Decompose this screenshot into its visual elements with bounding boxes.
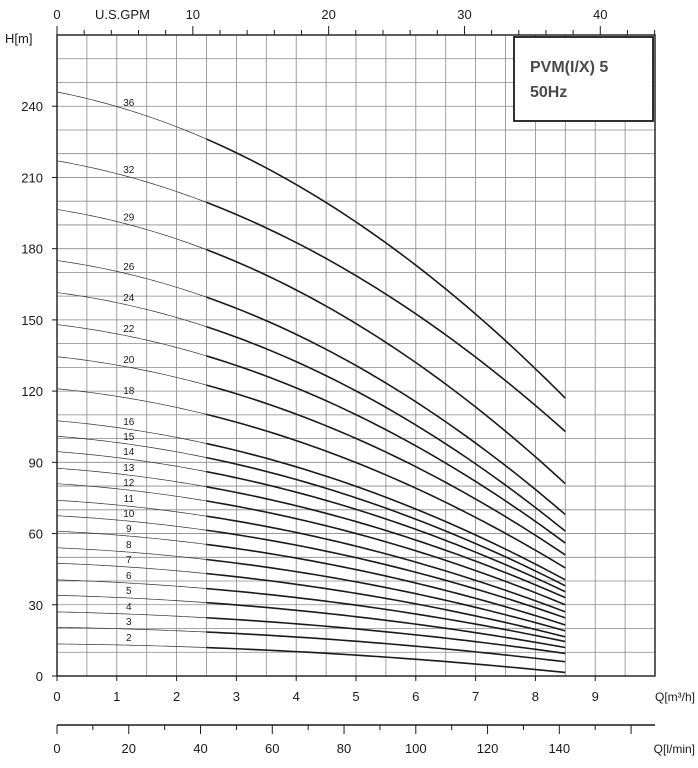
- curve-8-thin: [57, 548, 207, 560]
- curve-7-thin: [57, 563, 207, 573]
- curve-2-thin: [57, 644, 207, 648]
- curve-label-9: 9: [125, 524, 132, 536]
- y-axis-label: H[m]: [5, 31, 33, 46]
- curve-label-2: 2: [125, 633, 132, 645]
- y-tick-label: 180: [21, 241, 43, 257]
- gpm-tick-label: 40: [593, 7, 608, 22]
- curve-label-14: 14: [123, 447, 135, 459]
- curve-label-26: 26: [123, 262, 135, 274]
- x-tick-label: 2: [172, 689, 181, 704]
- curve-label-18: 18: [123, 386, 135, 398]
- gpm-tick-label: 0: [53, 7, 61, 22]
- x-tick-label: 1: [113, 689, 121, 704]
- series-curves: [57, 92, 565, 672]
- y-tick-label: 210: [21, 170, 43, 186]
- y-tick-label: 90: [28, 455, 43, 471]
- curve-5-thin: [57, 595, 207, 602]
- curve-label-8: 8: [125, 540, 132, 552]
- x-tick-label: 6: [412, 689, 420, 704]
- y-tick-label: 240: [21, 99, 43, 115]
- x-tick-label: 3: [232, 689, 241, 704]
- lmin-tick-label: 0: [53, 741, 61, 756]
- curve-label-22: 22: [123, 324, 135, 336]
- curve-label-15: 15: [123, 432, 135, 444]
- lmin-tick-label: 100: [404, 741, 427, 756]
- curve-label-13: 13: [123, 463, 135, 475]
- curve-label-10: 10: [123, 509, 135, 521]
- curve-label-11: 11: [123, 494, 134, 506]
- y-tick-label: 60: [28, 526, 43, 542]
- lmin-axis-label: Q[l/min]: [653, 742, 695, 756]
- y-tick-label: 30: [28, 597, 43, 613]
- chart-title-line: 50Hz: [530, 84, 568, 101]
- curve-label-6: 6: [125, 571, 132, 583]
- y-tick-label: 0: [35, 669, 43, 684]
- curve-label-36: 36: [123, 98, 135, 110]
- lmin-tick-label: 60: [265, 741, 280, 756]
- curve-label-3: 3: [125, 617, 132, 629]
- curve-label-16: 16: [123, 417, 135, 429]
- x-tick-label: 9: [591, 689, 599, 704]
- chart-title-box: [514, 37, 653, 121]
- gpm-axis-label: U.S.GPM: [95, 7, 150, 22]
- lmin-tick-label: 20: [121, 741, 136, 756]
- curve-label-4: 4: [125, 602, 132, 614]
- lmin-tick-label: 140: [548, 741, 571, 756]
- lmin-tick-label: 40: [193, 741, 208, 756]
- curve-label-20: 20: [123, 355, 135, 367]
- lmin-tick-label: 80: [336, 741, 352, 756]
- y-tick-label: 150: [21, 312, 43, 328]
- curve-4-thin: [57, 612, 207, 618]
- title-box: [514, 37, 653, 121]
- gpm-tick-label: 30: [457, 7, 472, 22]
- x-tick-label: 7: [471, 689, 480, 704]
- curve-label-29: 29: [123, 212, 135, 224]
- curve-label-24: 24: [123, 293, 135, 305]
- x-tick-label: 4: [292, 689, 300, 704]
- x-tick-label: 5: [352, 689, 360, 704]
- curve-label-5: 5: [125, 585, 132, 597]
- curve-label-12: 12: [123, 478, 135, 490]
- x-axis-label: Q[m³/h]: [654, 690, 695, 704]
- x-tick-label: 0: [53, 689, 61, 704]
- curve-3-thin: [57, 627, 207, 632]
- x-tick-label: 8: [531, 689, 540, 704]
- chart-title-line: PVM(I/X) 5: [530, 59, 609, 76]
- lmin-tick-label: 120: [476, 741, 499, 756]
- curve-label-7: 7: [125, 555, 132, 567]
- gpm-tick-label: 20: [321, 7, 336, 22]
- curve-label-32: 32: [123, 164, 135, 176]
- gpm-tick-label: 10: [185, 7, 201, 22]
- y-tick-label: 120: [21, 384, 43, 400]
- curve-labels: [123, 98, 135, 644]
